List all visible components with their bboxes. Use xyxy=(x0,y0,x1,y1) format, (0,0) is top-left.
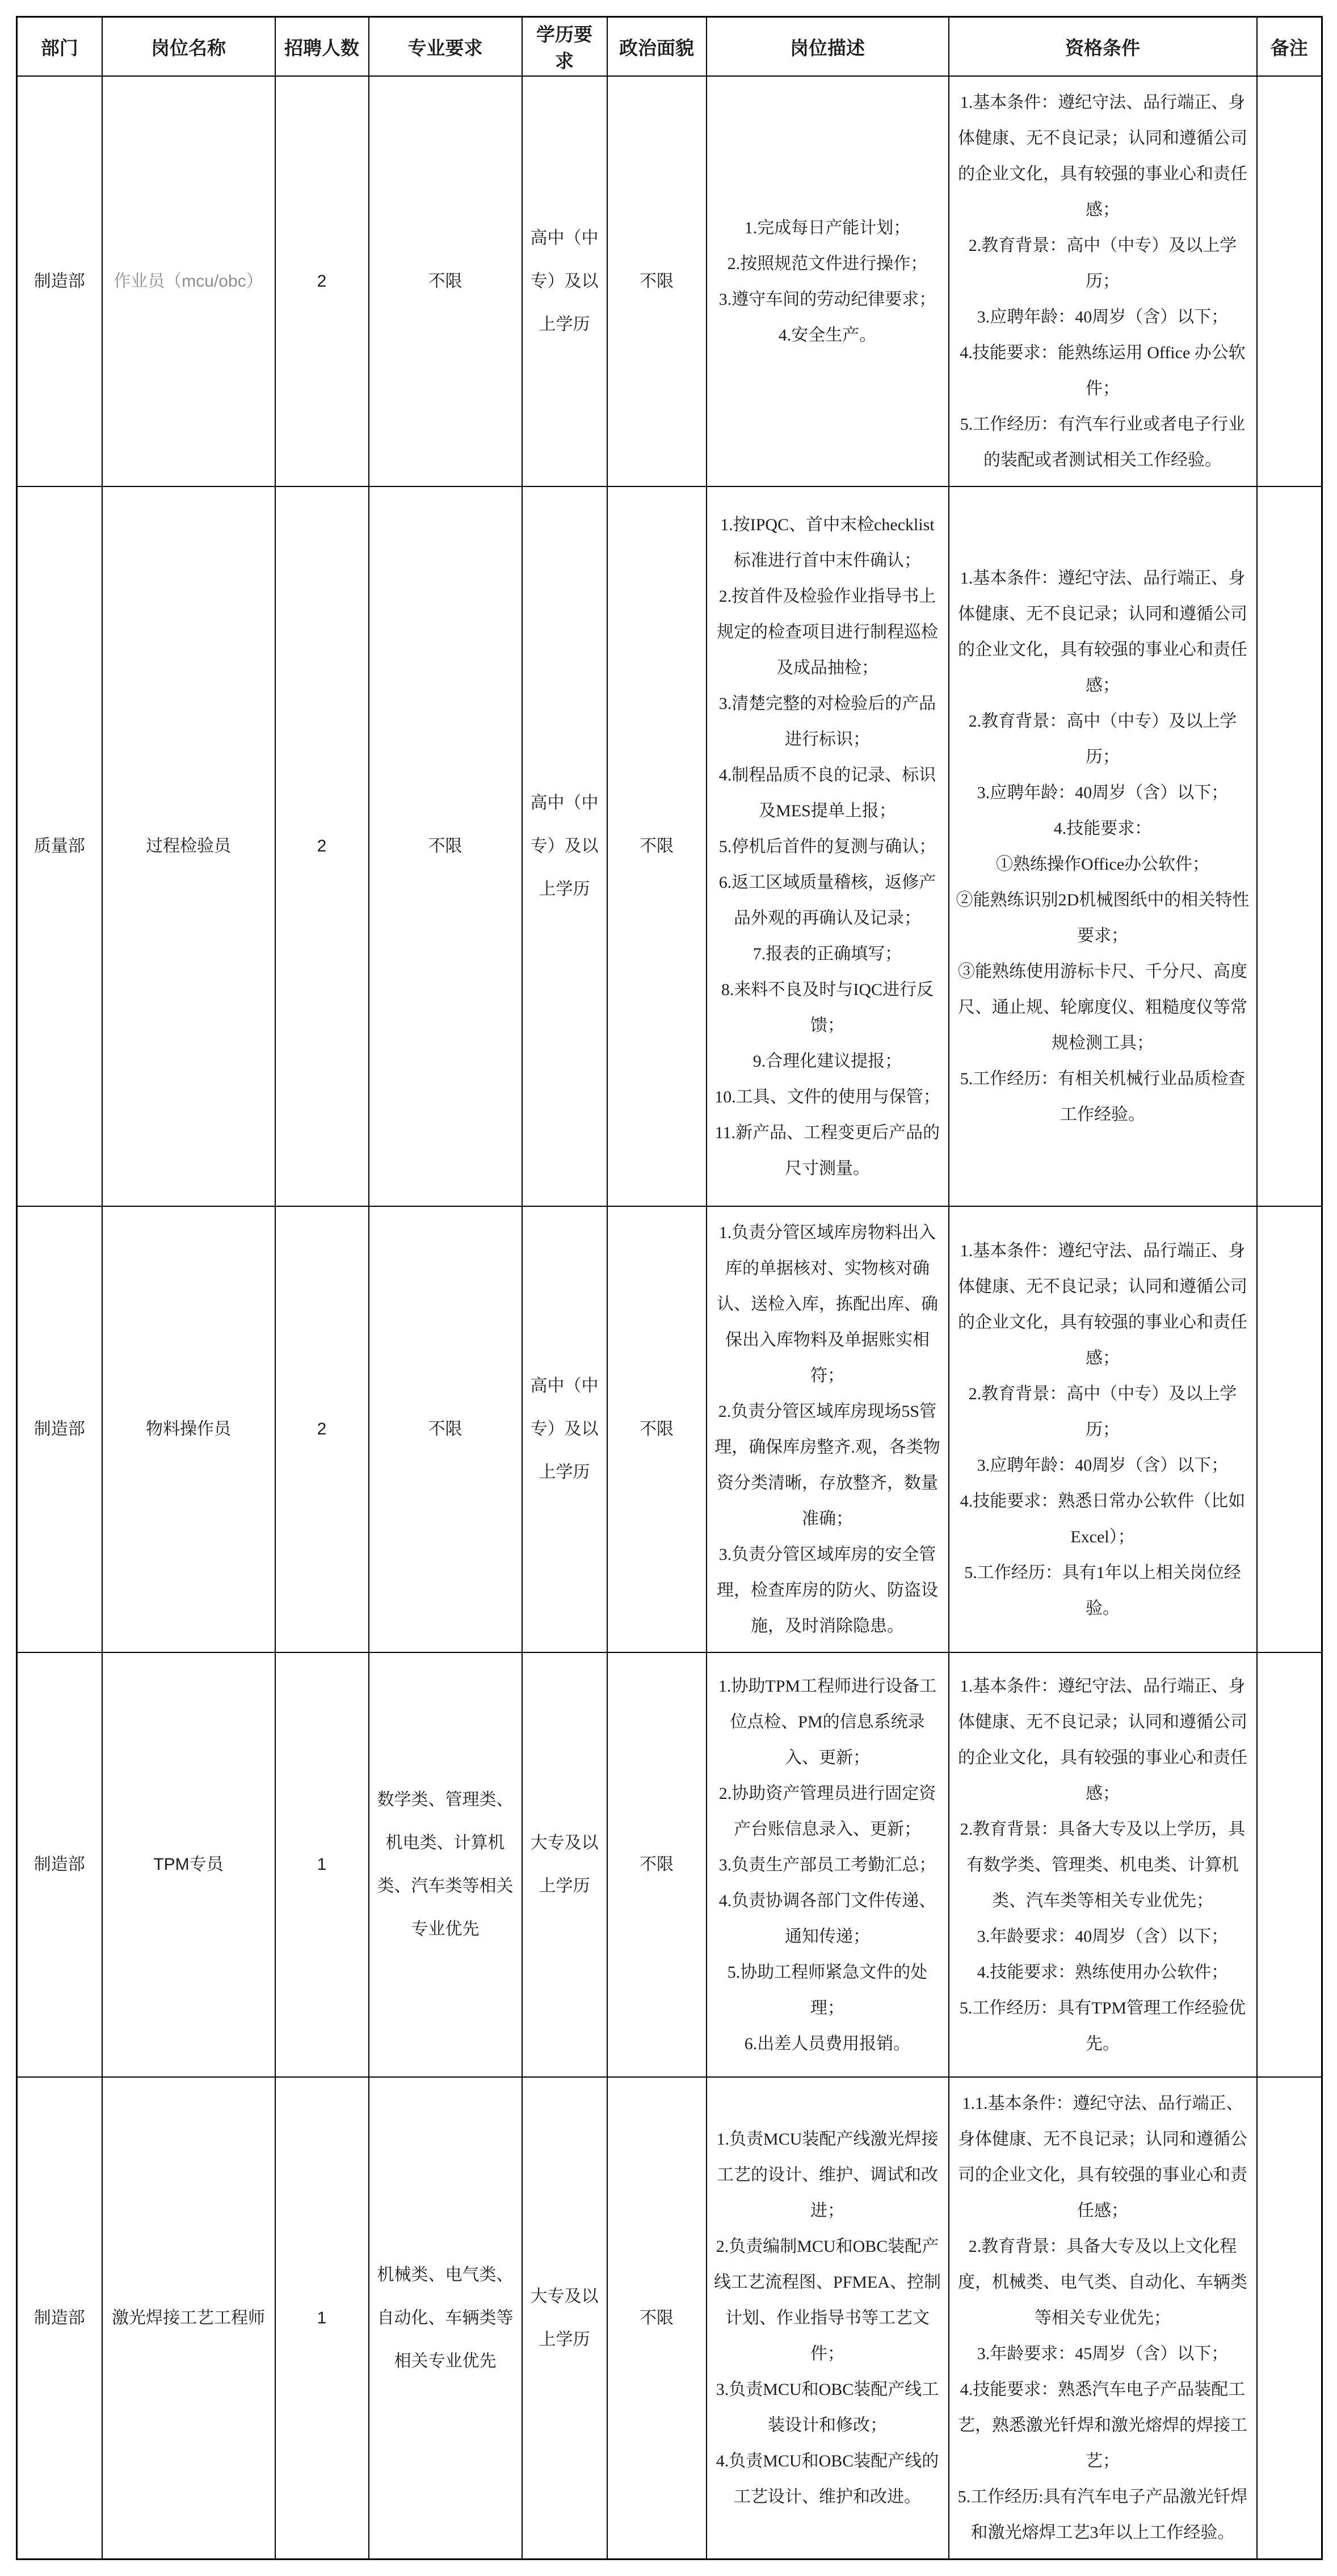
cell-department: 质量部 xyxy=(17,486,102,1206)
qualification-line: 1.基本条件：遵纪守法、品行端正、身体健康、无不良记录；认同和遵循公司的企业文化，具有较强的事业心和责任感； xyxy=(958,1676,1247,1803)
cell-position: 过程检验员 xyxy=(102,486,275,1206)
cell-department: 制造部 xyxy=(17,76,102,486)
qualification-line: 1.1.基本条件：遵纪守法、品行端正、身体健康、无不良记录；认同和遵循公司的企业文化，具有较强的事业心和责任感； xyxy=(958,2094,1247,2220)
duty-line: 8.来料不良及时与IQC进行反馈； xyxy=(721,980,934,1035)
duty-line: 4.负责协调各部门文件传递、通知传递； xyxy=(718,1891,936,1946)
cell-headcount: 2 xyxy=(275,76,369,486)
header-qualifications: 资格条件 xyxy=(949,17,1257,77)
duty-line: 1.按IPQC、首中末检checklist标准进行首中末件确认； xyxy=(720,515,935,570)
qualification-line: 5.工作经历：具有TPM管理工作经验优先。 xyxy=(959,1998,1246,2053)
job-row xyxy=(17,1206,1322,1652)
qualification-line: 5.工作经历：有汽车行业或者电子行业的装配或者测试相关工作经验。 xyxy=(960,415,1246,469)
job-table-header xyxy=(17,17,1322,77)
cell-major: 不限 xyxy=(369,486,522,1206)
cell-position: 激光焊接工艺工程师 xyxy=(102,2077,275,2560)
qualification-line: ②能熟练识别2D机械图纸中的相关特性要求； xyxy=(956,891,1250,945)
job-row xyxy=(17,2077,1322,2560)
job-table-body xyxy=(17,76,1322,2560)
qualification-line: 5.工作经历：具有1年以上相关岗位经验。 xyxy=(964,1563,1241,1618)
cell-political-status: 不限 xyxy=(607,486,707,1206)
cell-department: 制造部 xyxy=(17,1652,102,2077)
cell-education: 大专及以上学历 xyxy=(522,2077,607,2560)
cell-department: 制造部 xyxy=(17,1206,102,1652)
cell-job-description xyxy=(707,2077,949,2560)
cell-remark xyxy=(1257,2077,1322,2560)
qualification-line: 5.工作经历:具有汽车电子产品激光钎焊和激光熔焊工艺3年以上工作经验。 xyxy=(957,2487,1248,2542)
cell-education: 高中（中专）及以上学历 xyxy=(522,1206,607,1652)
cell-political-status: 不限 xyxy=(607,2077,707,2560)
qualification-line: 2.教育背景：高中（中专）及以上学历； xyxy=(968,1384,1237,1439)
header-row xyxy=(17,17,1322,77)
cell-major: 机械类、电气类、自动化、车辆类等相关专业优先 xyxy=(369,2077,522,2560)
duty-line: 3.负责分管区域库房的安全管理，检查库房的防火、防盗设施，及时消除隐患。 xyxy=(717,1545,938,1635)
header-position: 岗位名称 xyxy=(102,17,275,77)
duty-line: 3.负责生产部员工考勤汇总； xyxy=(718,1855,936,1874)
qualification-line: 2.教育背景：高中（中专）及以上学历； xyxy=(968,712,1237,766)
job-table xyxy=(16,16,1323,2560)
duty-line: 3.清楚完整的对检验后的产品进行标识； xyxy=(718,694,936,749)
duty-line: 1.负责MCU装配产线激光焊接工艺的设计、维护、调试和改进； xyxy=(716,2130,939,2220)
cell-job-description xyxy=(707,1206,949,1652)
header-political-status: 政治面貌 xyxy=(607,17,707,77)
cell-remark xyxy=(1257,1652,1322,2077)
header-headcount: 招聘人数 xyxy=(275,17,369,77)
duty-line: 6.返工区域质量稽核，返修产品外观的再确认及记录； xyxy=(718,872,936,928)
cell-education: 高中（中专）及以上学历 xyxy=(522,76,607,486)
qualification-line: 4.技能要求： xyxy=(1053,819,1152,838)
duty-line: 4.负责MCU和OBC装配产线的工艺设计、维护和改进。 xyxy=(716,2452,939,2506)
duty-line: 3.遵守车间的劳动纪律要求； xyxy=(718,290,936,309)
qualification-line: 1.基本条件：遵纪守法、品行端正、身体健康、无不良记录；认同和遵循公司的企业文化，具有较强的事业心和责任感； xyxy=(958,93,1247,219)
qualification-line: ①熟练操作Office办公软件； xyxy=(995,855,1210,874)
cell-qualifications xyxy=(949,486,1257,1206)
cell-major: 数学类、管理类、机电类、计算机类、汽车类等相关专业优先 xyxy=(369,1652,522,2077)
duty-line: 2.负责分管区域库房现场5S管理，确保库房整齐.观，各类物资分类清晰，存放整齐，数量准确； xyxy=(714,1402,940,1528)
qualification-line: 2.教育背景：具备大专及以上学历，具有数学类、管理类、机电类、计算机类、汽车类等相关专业优先； xyxy=(960,1819,1246,1910)
duty-line: 1.完成每日产能计划； xyxy=(744,218,911,237)
duty-line: 2.负责编制MCU和OBC装配产线工艺流程图、PFMEA、控制计划、作业指导书等工艺文件； xyxy=(713,2237,941,2363)
qualification-line: 4.技能要求：能熟练运用 Office 办公软件； xyxy=(960,343,1246,398)
cell-qualifications xyxy=(949,1206,1257,1652)
cell-remark xyxy=(1257,76,1322,486)
qualification-line: 1.基本条件：遵纪守法、品行端正、身体健康、无不良记录；认同和遵循公司的企业文化，具有较强的事业心和责任感； xyxy=(958,1241,1247,1367)
cell-qualifications xyxy=(949,1652,1257,2077)
header-major: 专业要求 xyxy=(369,17,522,77)
duty-line: 6.出差人员费用报销。 xyxy=(744,2034,911,2053)
qualification-line: 2.教育背景：高中（中专）及以上学历； xyxy=(968,236,1237,291)
duty-line: 1.协助TPM工程师进行设备工位点检、PM的信息系统录入、更新； xyxy=(718,1676,937,1767)
qualification-line: 1.基本条件：遵纪守法、品行端正、身体健康、无不良记录；认同和遵循公司的企业文化，具有较强的事业心和责任感； xyxy=(958,569,1247,695)
cell-major: 不限 xyxy=(369,1206,522,1652)
header-remark: 备注 xyxy=(1257,17,1322,77)
job-row xyxy=(17,76,1322,486)
duty-line: 2.按照规范文件进行操作； xyxy=(727,254,928,273)
cell-qualifications xyxy=(949,76,1257,486)
duty-line: 1.负责分管区域库房物料出入库的单据核对、实物核对确认、送检入库，拣配出库、确保出入库物料及单据账实相符； xyxy=(717,1223,938,1385)
cell-political-status: 不限 xyxy=(607,1652,707,2077)
header-job-description: 岗位描述 xyxy=(707,17,949,77)
qualification-line: 3.年龄要求：45周岁（含）以下； xyxy=(977,2344,1229,2363)
duty-line: 2.按首件及检验作业指导书上规定的检查项目进行制程巡检及成品抽检； xyxy=(717,586,938,677)
qualification-line: 5.工作经历：有相关机械行业品质检查工作经验。 xyxy=(960,1069,1246,1124)
qualification-line: 3.应聘年龄：40周岁（含）以下； xyxy=(977,1455,1229,1475)
cell-job-description xyxy=(707,76,949,486)
duty-line: 4.制程品质不良的记录、标识及MES提单上报； xyxy=(718,765,936,820)
cell-remark xyxy=(1257,1206,1322,1652)
duty-line: 4.安全生产。 xyxy=(778,325,877,345)
qualification-line: 3.年龄要求：40周岁（含）以下； xyxy=(977,1927,1229,1946)
qualification-line: 3.应聘年龄：40周岁（含）以下； xyxy=(977,783,1229,802)
qualification-line: 3.应聘年龄：40周岁（含）以下； xyxy=(977,308,1229,326)
cell-education: 大专及以上学历 xyxy=(522,1652,607,2077)
cell-job-description xyxy=(707,486,949,1206)
cell-political-status: 不限 xyxy=(607,1206,707,1652)
cell-education: 高中（中专）及以上学历 xyxy=(522,486,607,1206)
job-row xyxy=(17,486,1322,1206)
duty-line: 9.合理化建议提报； xyxy=(752,1051,902,1071)
cell-qualifications xyxy=(949,2077,1257,2560)
cell-job-description xyxy=(707,1652,949,2077)
duty-line: 5.协助工程师紧急文件的处理； xyxy=(727,1962,928,2017)
cell-department: 制造部 xyxy=(17,2077,102,2560)
qualification-line: 4.技能要求：熟练使用办公软件； xyxy=(977,1962,1229,1982)
header-education: 学历要求 xyxy=(522,17,607,77)
job-row xyxy=(17,1652,1322,2077)
duty-line: 7.报表的正确填写； xyxy=(752,944,902,963)
qualification-line: 2.教育背景：具备大专及以上文化程度，机械类、电气类、自动化、车辆类等相关专业优先； xyxy=(958,2237,1247,2327)
cell-major: 不限 xyxy=(369,76,522,486)
duty-line: 5.停机后首件的复测与确认； xyxy=(718,837,936,856)
cell-headcount: 1 xyxy=(275,1652,369,2077)
qualification-line: 4.技能要求：熟悉汽车电子产品装配工艺，熟悉激光钎焊和激光熔焊的焊接工艺； xyxy=(958,2380,1247,2470)
cell-headcount: 2 xyxy=(275,1206,369,1652)
cell-headcount: 1 xyxy=(275,2077,369,2560)
cell-headcount: 2 xyxy=(275,486,369,1206)
cell-position: 物料操作员 xyxy=(102,1206,275,1652)
cell-political-status: 不限 xyxy=(607,76,707,486)
qualification-line: 4.技能要求：熟悉日常办公软件（比如 Excel）； xyxy=(960,1491,1246,1546)
duty-line: 2.协助资产管理员进行固定资产台账信息录入、更新； xyxy=(718,1784,936,1839)
cell-position: TPM专员 xyxy=(102,1652,275,2077)
header-department: 部门 xyxy=(17,17,102,77)
duty-line: 11.新产品、工程变更后产品的尺寸测量。 xyxy=(714,1123,940,1178)
duty-line: 3.负责MCU和OBC装配产线工装设计和修改； xyxy=(716,2380,939,2435)
cell-position: 作业员（mcu/obc） xyxy=(102,76,275,486)
cell-remark xyxy=(1257,486,1322,1206)
qualification-line: ③能熟练使用游标卡尺、千分尺、高度尺、通止规、轮廓度仪、粗糙度仪等常规检测工具； xyxy=(958,962,1247,1052)
duty-line: 10.工具、文件的使用与保管； xyxy=(714,1087,940,1106)
